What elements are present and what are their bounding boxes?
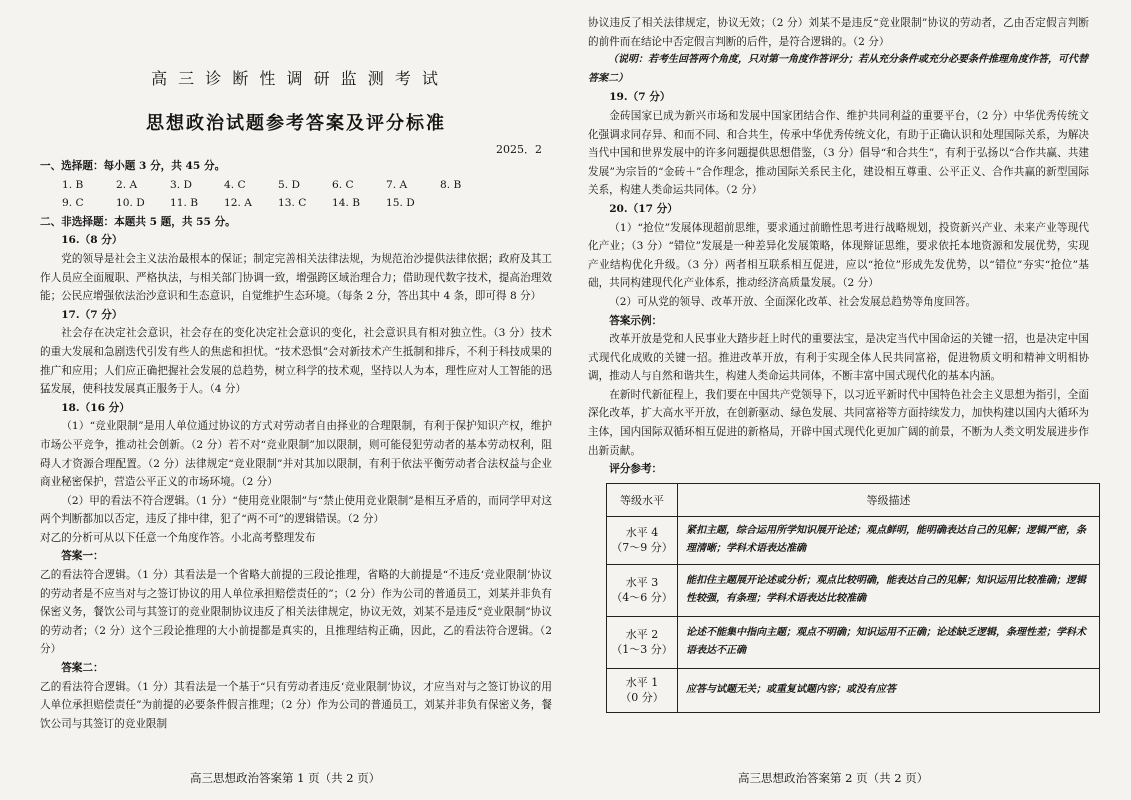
example-paragraph-1: 改革开放是党和人民事业大踏步赶上时代的重要法宝，是决定当代中国命运的关键一招，也是决定中国式现代化成败的关键一招。推进改革开放，有利于实现全体人民共同富裕，促进物质文明和精神文明相协调，推动人与自然和谐共生，构建人类命运共同体，不断丰富中国式现代化的基本内涵。 <box>588 333 1089 383</box>
exam-title: 高 三 诊 断 性 调 研 监 测 考 试 <box>151 69 441 88</box>
answer-item: 6. C <box>332 178 354 191</box>
answer-item: 14. B <box>332 197 360 210</box>
q18-part2: （2）甲的看法不符合逻辑。（1 分）“使用竞业限制”与“禁止使用竞业限制”是相互矛盾的，而同学甲对这两个判断都加以否定，违反了排中律，犯了“两不可”的逻辑错误。（2 分） <box>40 494 552 526</box>
table-header: 等级描述 <box>678 483 1100 516</box>
q17-answer: 社会存在决定社会意识，社会存在的变化决定社会意识的变化，社会意识具有相对独立性。（3 分）技术的重大发展和急剧迭代引发有些人的焦虑和担忧。“技术恐惧”会对新技术产生抵制和排斥，不利于科技成果的推广和应用；人们应正确把握社会发展的总趋势，树立科学的技术观，坚持以人为本，理性应对人工智能的迅猛发展，使科技发展真正服务于人。（4 分） <box>40 327 552 396</box>
q17-heading: 17.（7 分） <box>61 308 123 321</box>
level-description: 应答与试题无关；或重复试题内容；或没有应答 <box>678 668 1100 712</box>
q18-instruction: 对乙的分析可从以下任意一个角度作答。小北高考整理发布 <box>40 531 316 544</box>
answer-item: 10. D <box>116 197 145 210</box>
table-row <box>607 668 1100 712</box>
q20-part1: （1）“抢位”发展体现超前思维，要求通过前瞻性思考进行战略规划，投资新兴产业、未来产业等现代化产业；（3 分）“错位”发展是一种差异化发展策略，体现辩证思维，要求依托本地资源和发展优势，实现产业结构优化升级。（3 分）两者相互联系相互促进，应以“抢位”形成先发优势，以“错位”夯实“抢位”基础，共同构建现代化产业体系，推动经济高质量发展。（2 分） <box>588 221 1089 290</box>
rubric-label: 评分参考： <box>609 463 663 476</box>
answer-item: 3. D <box>170 178 192 191</box>
answer-item: 9. C <box>62 197 84 210</box>
answer-two-label: 答案二： <box>61 662 104 675</box>
page-1-footer: 高三思想政治答案第 1 页（共 2 页） <box>190 771 381 785</box>
table-row <box>607 564 1100 616</box>
exam-date: 2025．2 <box>496 143 542 156</box>
scoring-note: （说明：若考生回答两个角度，只对第一角度作答评分；若从充分条件或充分必要条件推理角度作答，可代替答案二） <box>588 54 1088 84</box>
table-row <box>607 516 1100 564</box>
q19-heading: 19.（7 分） <box>609 91 671 104</box>
answer-item: 8. B <box>440 178 462 191</box>
level-description: 论述不能集中指向主题；观点不明确；知识运用不正确；论述缺乏逻辑，条理性差；学科术语表达不正确 <box>678 616 1100 668</box>
answer-item: 4. C <box>224 178 246 191</box>
level-cell: 水平 4 （7～9 分） <box>607 516 678 564</box>
answer-item: 2. A <box>116 178 138 191</box>
q18-heading: 18.（16 分） <box>61 401 130 414</box>
level-cell: 水平 3 （4～6 分） <box>607 564 678 616</box>
answer-one-label: 答案一： <box>61 550 104 563</box>
answer-item: 5. D <box>278 178 300 191</box>
table-header-row <box>607 483 1100 516</box>
answer-item: 12. A <box>224 197 252 210</box>
answer-one: 乙的看法符合逻辑。（1 分）其看法是一个省略大前提的三段论推理，省略的大前提是“不违反‘竞业限制’协议的劳动者是不应当对与之签订协议的用人单位承担赔偿责任的”；（2 分）作为公司的普通员工，刘某并非负有保密义务，餐饮公司与其签订的竞业限制协议违反了相关法律规定，协议无效，刘某不是违反“竞业限制”协议的劳动者；（2 分）这个三段论推理的大小前提都是真实的，且推理结构正确，因此，乙的看法符合逻辑。（2 分） <box>40 569 552 656</box>
level-cell: 水平 1 （0 分） <box>607 668 678 712</box>
page-2-footer: 高三思想政治答案第 2 页（共 2 页） <box>738 771 929 785</box>
q16-heading: 16.（8 分） <box>61 234 123 247</box>
rubric-table <box>606 483 1100 713</box>
document-title: 思想政治试题参考答案及评分标准 <box>146 113 446 134</box>
example-paragraph-2: 在新时代新征程上，我们要在中国共产党领导下，以习近平新时代中国特色社会主义思想为指引，全面深化改革，扩大高水平开放，在创新驱动、绿色发展、共同富裕等方面持续发力，加快构建以国内大循环为主体，国内国际双循环相互促进的新格局，开辟中国式现代化更加广阔的前景，不断为人类文明发展进步作出新贡献。 <box>588 388 1089 457</box>
answer-key <box>40 176 552 213</box>
answer-item: 13. C <box>278 197 307 210</box>
section2-heading: 二、非选择题：本题共 5 题，共 55 分。 <box>40 215 236 228</box>
q16-answer: 党的领导是社会主义法治最根本的保证；制定完善相关法律法规，为规范治沙提供法律依据；政府及其工作人员应全面履职、严格执法，与相关部门协调一致，增强跨区域治理合力；借助现代数字技术，提高治理效能；公民应增强依法治沙意识和生态意识，自觉维护生态环境。（每条 2 分，答出其中 4 条，即可得 8 分） <box>40 252 552 303</box>
level-description: 能扣住主题展开论述或分析；观点比较明确，能表达自己的见解；知识运用比较准确；逻辑性较强，有条理；学科术语表达比较准确 <box>678 564 1100 616</box>
q20-part2: （2）可从党的领导、改革开放、全面深化改革、社会发展总趋势等角度回答。 <box>609 295 977 308</box>
q20-heading: 20.（17 分） <box>609 202 678 215</box>
answer-item: 7. A <box>386 178 408 191</box>
page-2 <box>566 0 1131 800</box>
answer-two: 乙的看法符合逻辑。（1 分）其看法是一个基于“只有劳动者违反‘竞业限制’协议，才应当对与之签订协议的用人单位承担赔偿责任”为前提的必要条件假言推理；（2 分）作为公司的普通员工，刘某并非负有保密义务，餐饮公司与其签订的竞业限制 <box>40 680 552 730</box>
table-row <box>607 616 1100 668</box>
table-header: 等级水平 <box>607 483 678 516</box>
answer-item: 15. D <box>386 197 415 210</box>
answer-item: 1. B <box>62 178 84 191</box>
example-label: 答案示例： <box>609 314 663 327</box>
q18-part1: （1）“竞业限制”是用人单位通过协议的方式对劳动者自由择业的合理限制，有利于保护知识产权，维护市场公平竞争，推动社会创新。（2 分）若不对“竞业限制”加以限制，则可能侵犯劳动者的基本劳动权利，阻碍人才资源合理配置。（2 分）法律规定“竞业限制”并对其加以限制，有利于依法平衡劳动者合法权益与企业商业秘密保护，营造公平正义的市场环境。（2 分） <box>40 420 552 489</box>
q19-answer: 金砖国家已成为新兴市场和发展中国家团结合作、维护共同利益的重要平台，（2 分）中华优秀传统文化强调求同存异、和而不同、和合共生，传承中华优秀传统文化，有助于正确认识和处理国际关系，为解决当代中国和世界发展中的许多问题提供思想借鉴，（3 分）倡导“和合共生”，有利于弘扬以“合作共赢、共建发展”为宗旨的“金砖＋”合作理念，推动国际关系民主化，建设相互尊重、公平正义、合作共赢的新型国际关系，构建人类命运共同体。（2 分） <box>588 109 1089 197</box>
level-description: 紧扣主题，综合运用所学知识展开论述；观点鲜明，能明确表达自己的见解；逻辑严密，条理清晰；学科术语表达准确 <box>678 516 1100 564</box>
level-cell: 水平 2 （1～3 分） <box>607 616 678 668</box>
section1-heading: 一、选择题：每小题 3 分，共 45 分。 <box>40 160 226 172</box>
answer-item: 11. B <box>170 197 198 210</box>
answer-two-continued: 协议违反了相关法律规定，协议无效；（2 分）刘某不是违反“竞业限制”协议的劳动者，乙由否定假言判断的前件而在结论中否定假言判断的后件，是符合逻辑的。（2 分） <box>588 17 1089 48</box>
